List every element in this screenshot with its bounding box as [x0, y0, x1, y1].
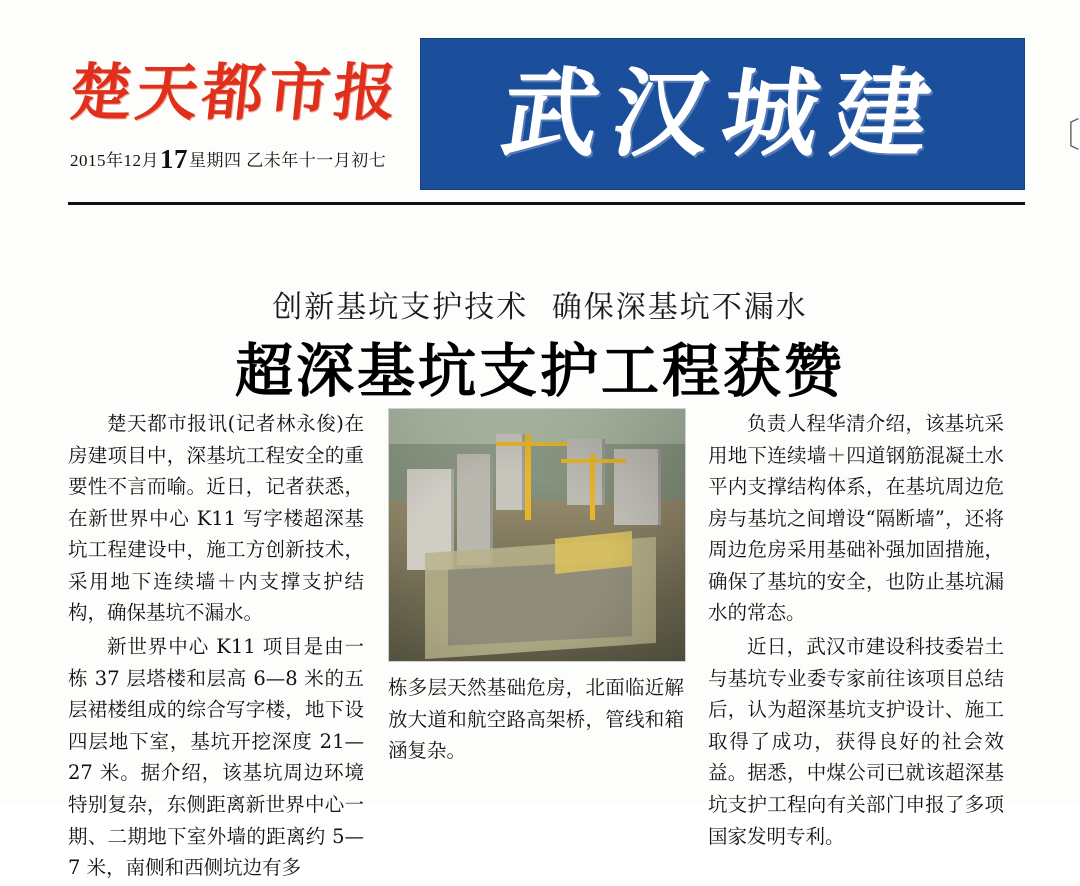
paper-name: 楚天都市报 [66, 56, 404, 129]
date-prefix: 2015年12月 [70, 151, 159, 170]
construction-site-aerial-photo [388, 408, 686, 662]
article-shoulder-line [0, 282, 1080, 326]
photo-caption: 栋多层天然基础危房，北面临近解放大道和航空路高架桥，管线和箱涵复杂。 [388, 676, 684, 763]
column-one [68, 408, 364, 886]
date-day: 17 [160, 144, 188, 174]
section-banner [420, 38, 1025, 190]
shoulder-left-text: 创新基坑支护技术 [272, 290, 529, 325]
shoulder-right-text: 确保深基坑不漏水 [551, 290, 808, 325]
paragraph: 新世界中心 K11 项目是由一栋 37 层塔楼和层高 6—8 米的五层裙楼组成的综合写字楼，地下设四层地下室，基坑开挖深度 21—27 米。据介绍，该基坑周边环境特别复杂，东侧距离新世界中心一期、二期地下室外墙的距离约 5—7 米，南侧和西侧坑边有多 [68, 635, 364, 880]
masthead [0, 0, 1080, 210]
section-banner-title: 武汉城建 [494, 57, 951, 170]
column-three [708, 408, 1004, 886]
date-line [70, 144, 400, 175]
paragraph: 楚天都市报讯(记者林永俊)在房建项目中，深基坑工程安全的重要性不言而喻。近日，记者获悉，在新世界中心 K11 写字楼超深基坑工程建设中，施工方创新技术，采用地下连续墙＋内支撑支护结构，确保基坑不漏水。 [68, 412, 364, 625]
column-two [388, 408, 684, 886]
masthead-left [66, 56, 404, 175]
paragraph: 负责人程华清介绍，该基坑采用地下连续墙＋四道钢筋混凝土水平内支撑结构体系，在基坑周边危房与基坑之间增设“隔断墙”，还将周边危房采用基础补强加固措施，确保了基坑的安全，也防止基坑漏水的常态。 [708, 412, 1004, 625]
page-corner-mark: 〔 [1046, 118, 1080, 155]
paragraph: 近日，武汉市建设科技委岩土与基坑专业委专家前往该项目总结后，认为超深基坑支护设计、施工取得了成功，获得良好的社会效益。据悉，中煤公司已就该超深基坑支护工程向有关部门申报了多项国家发明专利。 [708, 635, 1004, 848]
date-suffix: 星期四 乙未年十一月初七 [189, 151, 387, 170]
article-headline: 超深基坑支护工程获赞 [234, 337, 845, 405]
article-columns [68, 408, 1025, 886]
masthead-divider-rule [68, 202, 1025, 205]
photo-vignette [389, 409, 685, 661]
